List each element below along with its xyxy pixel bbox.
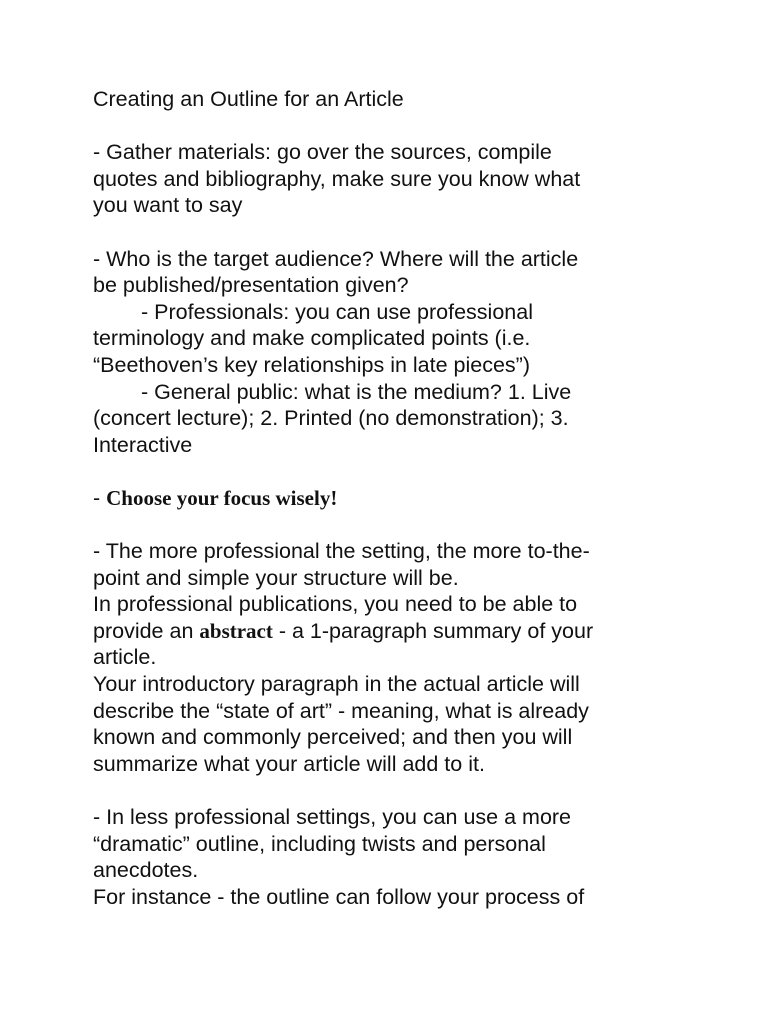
text-line: “Beethoven’s key relationships in late pieces”) xyxy=(93,352,531,377)
text-line: terminology and make complicated points (i.e. xyxy=(93,326,531,351)
document-title: Creating an Outline for an Article xyxy=(93,87,404,111)
abstract-after: - a 1-paragraph summary of your xyxy=(272,618,594,643)
abstract-line xyxy=(93,618,733,645)
gather-paragraph xyxy=(93,139,733,219)
text-line: (concert lecture); 2. Printed (no demonstration); 3. xyxy=(93,406,569,431)
spacer xyxy=(93,113,733,140)
spacer xyxy=(93,219,733,246)
text-line: article. xyxy=(93,645,157,670)
text-line: point and simple your structure will be. xyxy=(93,565,459,590)
audience-paragraph xyxy=(93,246,733,459)
text-line: summarize what your article will add to it. xyxy=(93,751,485,776)
text-line: anecdotes. xyxy=(93,858,199,883)
text-line: - Gather materials: go over the sources, compile xyxy=(93,140,552,165)
text-line: “dramatic” outline, including twists and personal xyxy=(93,831,546,856)
text-line: be published/presentation given? xyxy=(93,273,409,298)
text-line: you want to say xyxy=(93,193,243,218)
spacer xyxy=(93,458,733,485)
professional-setting-paragraph xyxy=(93,538,733,777)
abstract-term: abstract xyxy=(199,618,273,643)
text-line: In professional publications, you need to be able to xyxy=(93,592,578,617)
text-line: - Who is the target audience? Where will the article xyxy=(93,246,579,271)
focus-emphasis: Choose your focus wisely! xyxy=(106,485,338,510)
focus-prefix: - xyxy=(93,485,107,510)
document-page xyxy=(93,86,733,910)
text-line: known and commonly perceived; and then you will xyxy=(93,725,573,750)
text-line: describe the “state of art” - meaning, what is already xyxy=(93,698,589,723)
text-line: Interactive xyxy=(93,432,193,457)
spacer xyxy=(93,777,733,804)
focus-line xyxy=(93,485,733,512)
text-line: - General public: what is the medium? 1. Live xyxy=(141,379,572,404)
text-line: quotes and bibliography, make sure you know what xyxy=(93,166,581,191)
text-line: Your introductory paragraph in the actual article will xyxy=(93,672,580,697)
spacer xyxy=(93,512,733,539)
text-line: - Professionals: you can use professional xyxy=(141,299,533,324)
text-line: For instance - the outline can follow your process of xyxy=(93,884,585,909)
less-professional-paragraph xyxy=(93,804,733,910)
text-line: - The more professional the setting, the more to-the- xyxy=(93,539,590,564)
text-line: - In less professional settings, you can use a more xyxy=(93,805,572,830)
abstract-before: provide an xyxy=(93,618,200,643)
